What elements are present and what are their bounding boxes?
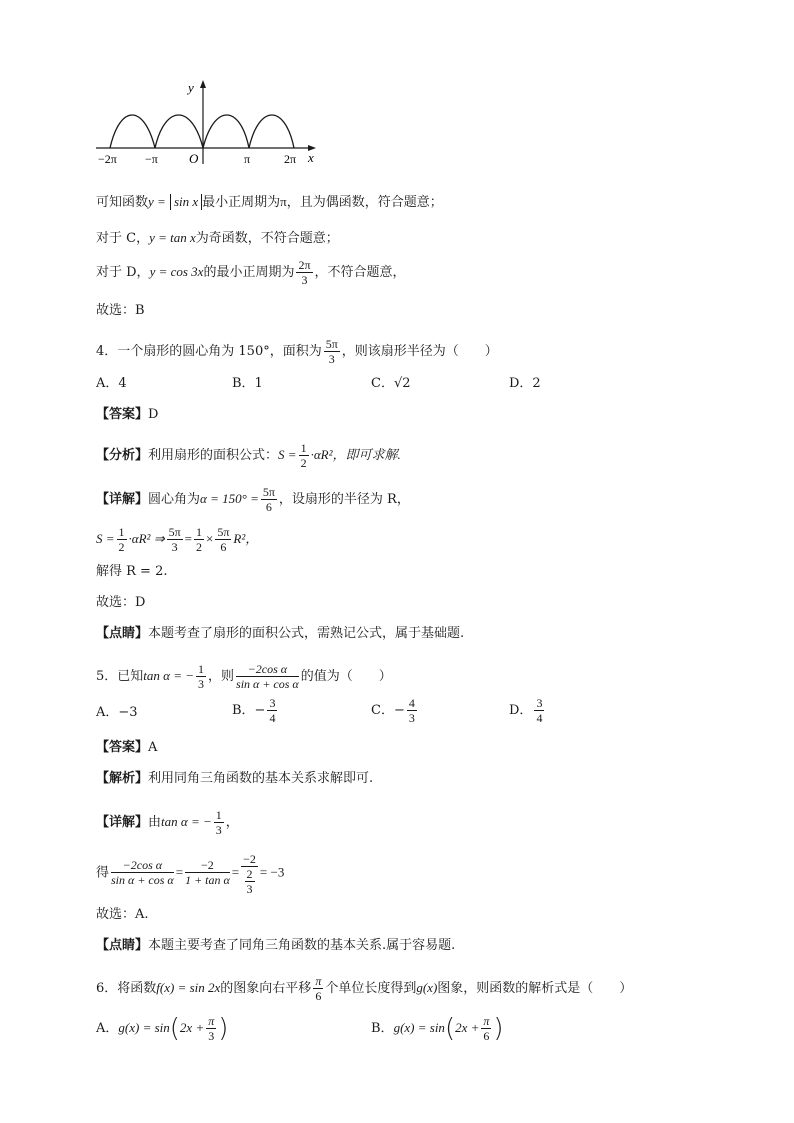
numerator: −2 — [185, 858, 230, 873]
numerator: 5π — [168, 525, 181, 539]
numerator: 2 — [246, 867, 253, 881]
text: 本题主要考查了同角三角函数的基本关系.属于容易题. — [148, 938, 456, 953]
denominator: 3 — [328, 352, 335, 366]
math: y = tan x — [149, 230, 196, 245]
q4-detail — [96, 485, 410, 514]
q4-solve: 解得 R = 2. — [96, 564, 168, 579]
math: g(x) = sin — [393, 1020, 445, 1035]
sol3-line3 — [96, 258, 406, 287]
math: g(x) = sin — [118, 1020, 170, 1035]
math: × — [206, 531, 214, 546]
fraction — [236, 662, 299, 691]
q5-detail — [96, 808, 239, 837]
text: 可知函数 — [96, 195, 149, 210]
abs-value: sin x — [170, 194, 202, 210]
denominator: 6 — [483, 1029, 490, 1043]
fraction — [313, 974, 323, 1003]
curve-arch-3 — [203, 115, 249, 148]
q5-comment — [96, 937, 455, 955]
q5-option-d — [509, 696, 546, 725]
denominator: 6 — [220, 540, 227, 554]
text: 由 — [148, 815, 162, 830]
text: ·αR²，即可求解. — [310, 447, 401, 462]
analysis-tag: 【解析】 — [96, 771, 149, 786]
q4-option-c: C．√2 — [371, 376, 411, 391]
text: 利用同角三角函数的基本关系求解即可. — [148, 771, 374, 786]
numerator: 5π — [325, 337, 338, 351]
numerator: 5π — [262, 485, 275, 499]
q5-answer — [96, 739, 157, 757]
math: = −3 — [259, 864, 285, 880]
fraction — [261, 485, 277, 514]
text: ，则该扇形半径为（ ） — [341, 344, 498, 359]
q5-option-b — [232, 696, 279, 725]
denominator: sin α + cos α — [111, 873, 174, 888]
math: S = — [96, 531, 115, 546]
text: B． — [371, 1021, 394, 1036]
q5-equation: 得 $\frac{\text{−2cos α}}{\text{sin α + cos α}}$ = $\frac{-2}{\text{1 + tan α}}$ = $\frac{-2}{\frac{2}{3}}$ = −3 — [96, 852, 285, 896]
fraction — [185, 858, 230, 887]
numerator: 3 — [536, 696, 543, 710]
fraction — [481, 1014, 491, 1043]
q4-option-b: B．1 — [232, 376, 263, 391]
fraction — [267, 696, 277, 725]
text: 得 — [96, 865, 110, 881]
text: D． — [509, 703, 533, 718]
q6-option-a: A．g(x) = sin(2x + $\frac{\pi}{3}$ ) — [96, 1013, 229, 1044]
text: 对于 D， — [96, 265, 150, 280]
denominator: 2 — [118, 540, 125, 554]
origin-label: O — [189, 151, 199, 166]
text: 圆心角为 — [148, 492, 201, 507]
curve-arch-4 — [249, 115, 294, 148]
text: ， — [225, 815, 239, 830]
numerator: −2cos α — [111, 858, 174, 873]
numerator: 1 — [215, 808, 222, 822]
denominator: 3 — [246, 882, 253, 896]
x-axis-label: x — [308, 150, 314, 165]
text: 利用扇形的面积公式： — [148, 448, 279, 463]
abs-sine-graph — [92, 76, 322, 168]
fraction — [324, 337, 340, 366]
denominator: 6 — [265, 500, 272, 514]
answer-tag: 【答案】 — [96, 740, 149, 755]
sol3-choice: 故选：B — [96, 303, 145, 318]
comment-tag: 【点睛】 — [96, 626, 149, 641]
math: y = — [148, 194, 166, 209]
q4-stem — [96, 337, 498, 366]
answer-value: A — [148, 740, 158, 755]
denominator: 4 — [269, 711, 276, 725]
fraction — [117, 525, 127, 554]
denominator: 2 — [300, 456, 307, 470]
denominator: 3 — [215, 823, 222, 837]
fraction — [296, 258, 312, 287]
q4-choice: 故选：D — [96, 595, 146, 610]
denominator: 4 — [536, 711, 543, 725]
tick-label: −2π — [98, 152, 117, 166]
denominator — [241, 867, 258, 896]
fraction — [194, 525, 204, 554]
q5-choice: 故选：A. — [96, 907, 149, 922]
q4-comment — [96, 625, 464, 643]
math: ·αR² ⇒ — [128, 531, 165, 546]
numerator: 1 — [198, 662, 205, 676]
fraction — [206, 1014, 216, 1043]
q4-option-a: A．4 — [96, 376, 127, 391]
numerator: π — [208, 1014, 215, 1028]
math: tan α = − — [143, 668, 195, 683]
math: α = 150° = — [200, 491, 259, 506]
text: C．− — [371, 703, 405, 718]
numerator: π — [483, 1014, 490, 1028]
text: 为奇函数，不符合题意； — [195, 231, 339, 246]
q5-analysis — [96, 770, 373, 788]
text: 4．一个扇形的圆心角为 150°，面积为 — [96, 344, 322, 359]
fraction — [167, 525, 183, 554]
answer-tag: 【答案】 — [96, 407, 149, 422]
text: A． — [96, 1021, 119, 1036]
q6-stem — [96, 974, 632, 1003]
denominator: 1 + tan α — [185, 873, 230, 888]
fraction — [196, 662, 206, 691]
q5-option-c — [371, 696, 419, 725]
denominator: 3 — [408, 711, 415, 725]
numerator: 3 — [269, 696, 276, 710]
denominator: 6 — [315, 989, 322, 1003]
sol3-line2 — [96, 229, 339, 248]
denominator: 3 — [208, 1029, 215, 1043]
q4-answer — [96, 406, 158, 424]
text: 的最小正周期为 — [203, 265, 295, 280]
math: S = — [278, 447, 297, 462]
text: 图象，则函数的解析式是（ ） — [437, 981, 633, 996]
text: 的图象向右平移 — [220, 981, 312, 996]
text: B．− — [232, 703, 266, 718]
text: 本题考查了扇形的面积公式，需熟记公式，属于基础题. — [148, 626, 465, 641]
math: 2x + — [455, 1020, 480, 1035]
q4-option-d: D．2 — [509, 376, 541, 391]
denominator: 2 — [196, 540, 202, 554]
tick-label: −π — [145, 152, 158, 166]
denominator: sin α + cos α — [236, 677, 299, 691]
numerator: 1 — [118, 525, 125, 539]
text: 的值为（ ） — [300, 669, 392, 684]
q5-option-a: A．−3 — [96, 705, 138, 720]
y-axis-label: y — [188, 80, 194, 95]
fraction — [215, 525, 231, 554]
math: π — [280, 194, 287, 209]
text: ，且为偶函数，符合题意； — [286, 195, 443, 210]
fraction — [214, 808, 224, 837]
text: 6．将函数 — [96, 981, 157, 996]
q4-analysis — [96, 441, 401, 470]
math: R²， — [233, 531, 259, 546]
text: 最小正周期为 — [202, 195, 281, 210]
denominator: 3 — [171, 540, 178, 554]
q4-equation — [96, 525, 258, 554]
q6-option-b: B．g(x) = sin(2x + $\frac{\pi}{6}$ ) — [371, 1013, 504, 1044]
tick-label: 2π — [284, 152, 297, 166]
curve-arch-1 — [110, 115, 155, 148]
math: g(x) — [416, 980, 438, 995]
answer-value: D — [148, 407, 159, 422]
math: 2x + — [179, 1020, 205, 1035]
text: ，则 — [208, 669, 235, 684]
numerator: 1 — [300, 441, 307, 455]
numerator: −2 — [243, 852, 256, 866]
text: 对于 C， — [96, 231, 150, 246]
numerator: 1 — [196, 525, 202, 539]
q5-stem — [96, 662, 392, 691]
text: 5．已知 — [96, 669, 144, 684]
numerator: −2cos α — [236, 662, 299, 677]
text: 个单位长度得到 — [325, 981, 417, 996]
comment-tag: 【点睛】 — [96, 938, 149, 953]
fraction — [241, 852, 258, 896]
text: ，设扇形的半径为 R， — [278, 492, 410, 507]
math: f(x) = sin 2x — [156, 980, 221, 995]
numerator: π — [315, 974, 322, 988]
detail-tag: 【详解】 — [96, 815, 149, 830]
numerator: 4 — [408, 696, 415, 710]
text: ，不符合题意， — [314, 265, 406, 280]
detail-tag: 【详解】 — [96, 492, 149, 507]
numerator: 2π — [298, 258, 311, 272]
y-axis-arrow — [200, 80, 206, 88]
math: tan α = − — [161, 814, 212, 829]
math: y = cos 3x — [149, 264, 204, 279]
curve-arch-2 — [155, 115, 203, 148]
fraction — [534, 696, 544, 725]
sol3-line1 — [96, 193, 443, 212]
analysis-tag: 【分析】 — [96, 448, 149, 463]
denominator: 3 — [301, 273, 308, 287]
math: = — [184, 531, 192, 546]
fraction — [245, 867, 255, 896]
denominator: 3 — [198, 677, 205, 691]
fraction — [111, 858, 174, 887]
fraction — [299, 441, 309, 470]
tick-label: π — [244, 152, 251, 166]
fraction — [407, 696, 417, 725]
numerator: 5π — [217, 525, 230, 539]
